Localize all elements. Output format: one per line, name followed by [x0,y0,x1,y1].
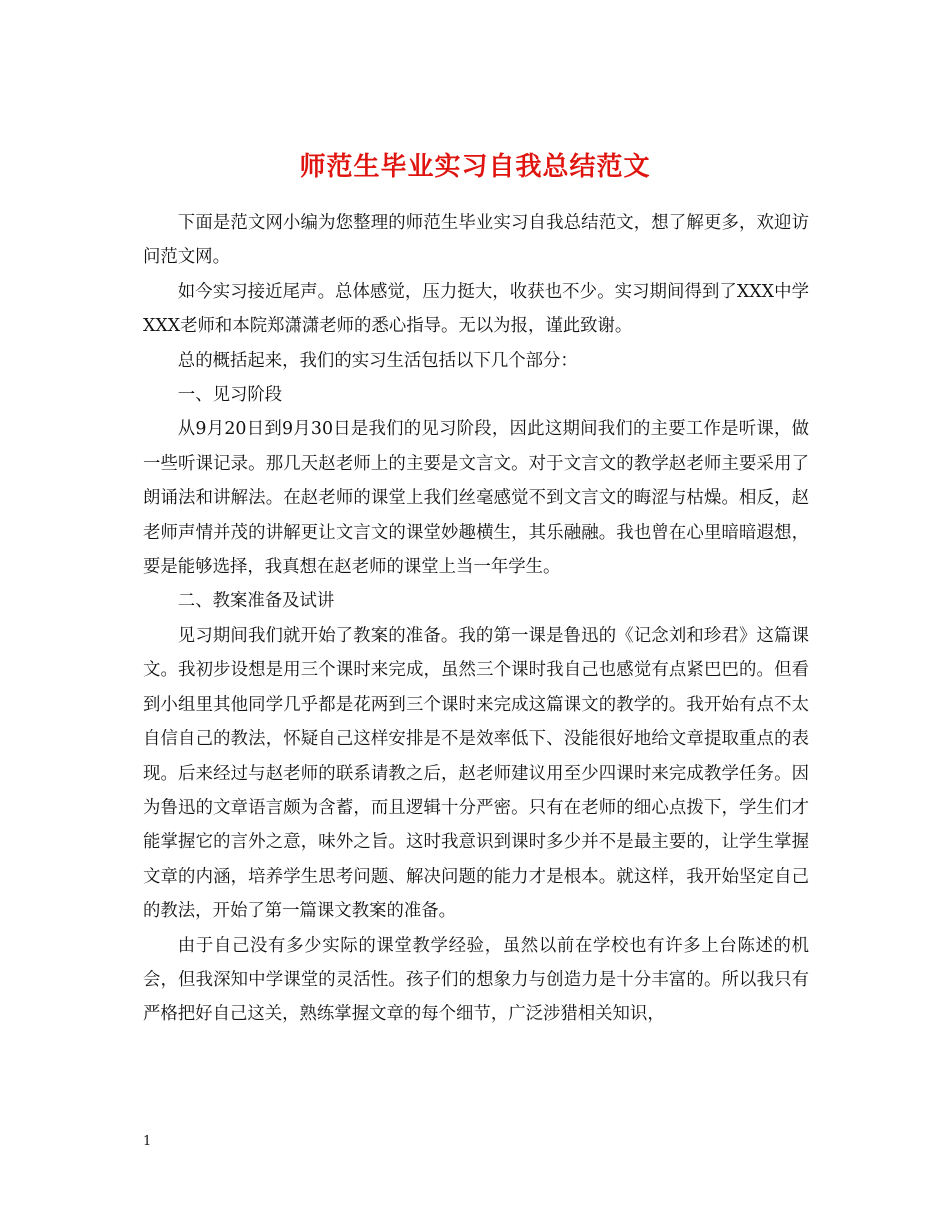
paragraph-lesson-plan: 见习期间我们就开始了教案的准备。我的第一课是鲁迅的《记念刘和珍君》这篇课文。我初步设想是用三个课时来完成，虽然三个课时我自己也感觉有点紧巴巴的。但看到小组里其他同学几乎都是花两到三个课时来完成这篇课文的教学的。我开始有点不太自信自己的教法，怀疑自己这样安排是不是效率低下、没能很好地给文章提取重点的表现。后来经过与赵老师的联系请教之后，赵老师建议用至少四课时来完成教学任务。因为鲁迅的文章语言颇为含蓄，而且逻辑十分严密。只有在老师的细心点拨下，学生们才能掌握它的言外之意，味外之旨。这时我意识到课时多少并不是最主要的，让学生掌握文章的内涵，培养学生思考问题、解决问题的能力才是根本。就这样，我开始坚定自己的教法，开始了第一篇课文教案的准备。 [143,625,809,922]
document-title: 师范生毕业实习自我总结范文 [299,152,651,183]
paragraph-preparation: 由于自己没有多少实际的课堂教学经验，虽然以前在学校也有许多上台陈述的机会，但我深知中学课堂的灵活性。孩子们的想象力与创造力是十分丰富的。所以我只有严格把好自己这关，熟练掌握文章的每个细节，广泛涉猎相关知识， [143,935,809,1025]
paragraph-acknowledgement: 如今实习接近尾声。总体感觉，压力挺大，收获也不少。实习期间得到了XXX中学XXX老师和本院郑潇潇老师的悉心指导。无以为报，谨此致谢。 [143,281,809,337]
document-body [143,206,809,1032]
section-heading-lesson-plan: 二、教案准备及试讲 [177,591,335,612]
page-number: 1 [143,1134,152,1149]
section-heading-observation: 一、见习阶段 [177,385,283,406]
paragraph-overview: 总的概括起来，我们的实习生活包括以下几个部分： [177,350,578,371]
paragraph-observation: 从9月20日到9月30日是我们的见习阶段，因此这期间我们的主要工作是听课，做一些听课记录。那几天赵老师上的主要是文言文。对于文言文的教学赵老师主要采用了朗诵法和讲解法。在赵老师的课堂上我们丝毫感觉不到文言文的晦涩与枯燥。相反，赵老师声情并茂的讲解更让文言文的课堂妙趣横生，其乐融融。我也曾在心里暗暗遐想，要是能够选择，我真想在赵老师的课堂上当一年学生。 [143,419,809,578]
paragraph-intro: 下面是范文网小编为您整理的师范生毕业实习自我总结范文，想了解更多，欢迎访问范文网。 [143,213,809,268]
